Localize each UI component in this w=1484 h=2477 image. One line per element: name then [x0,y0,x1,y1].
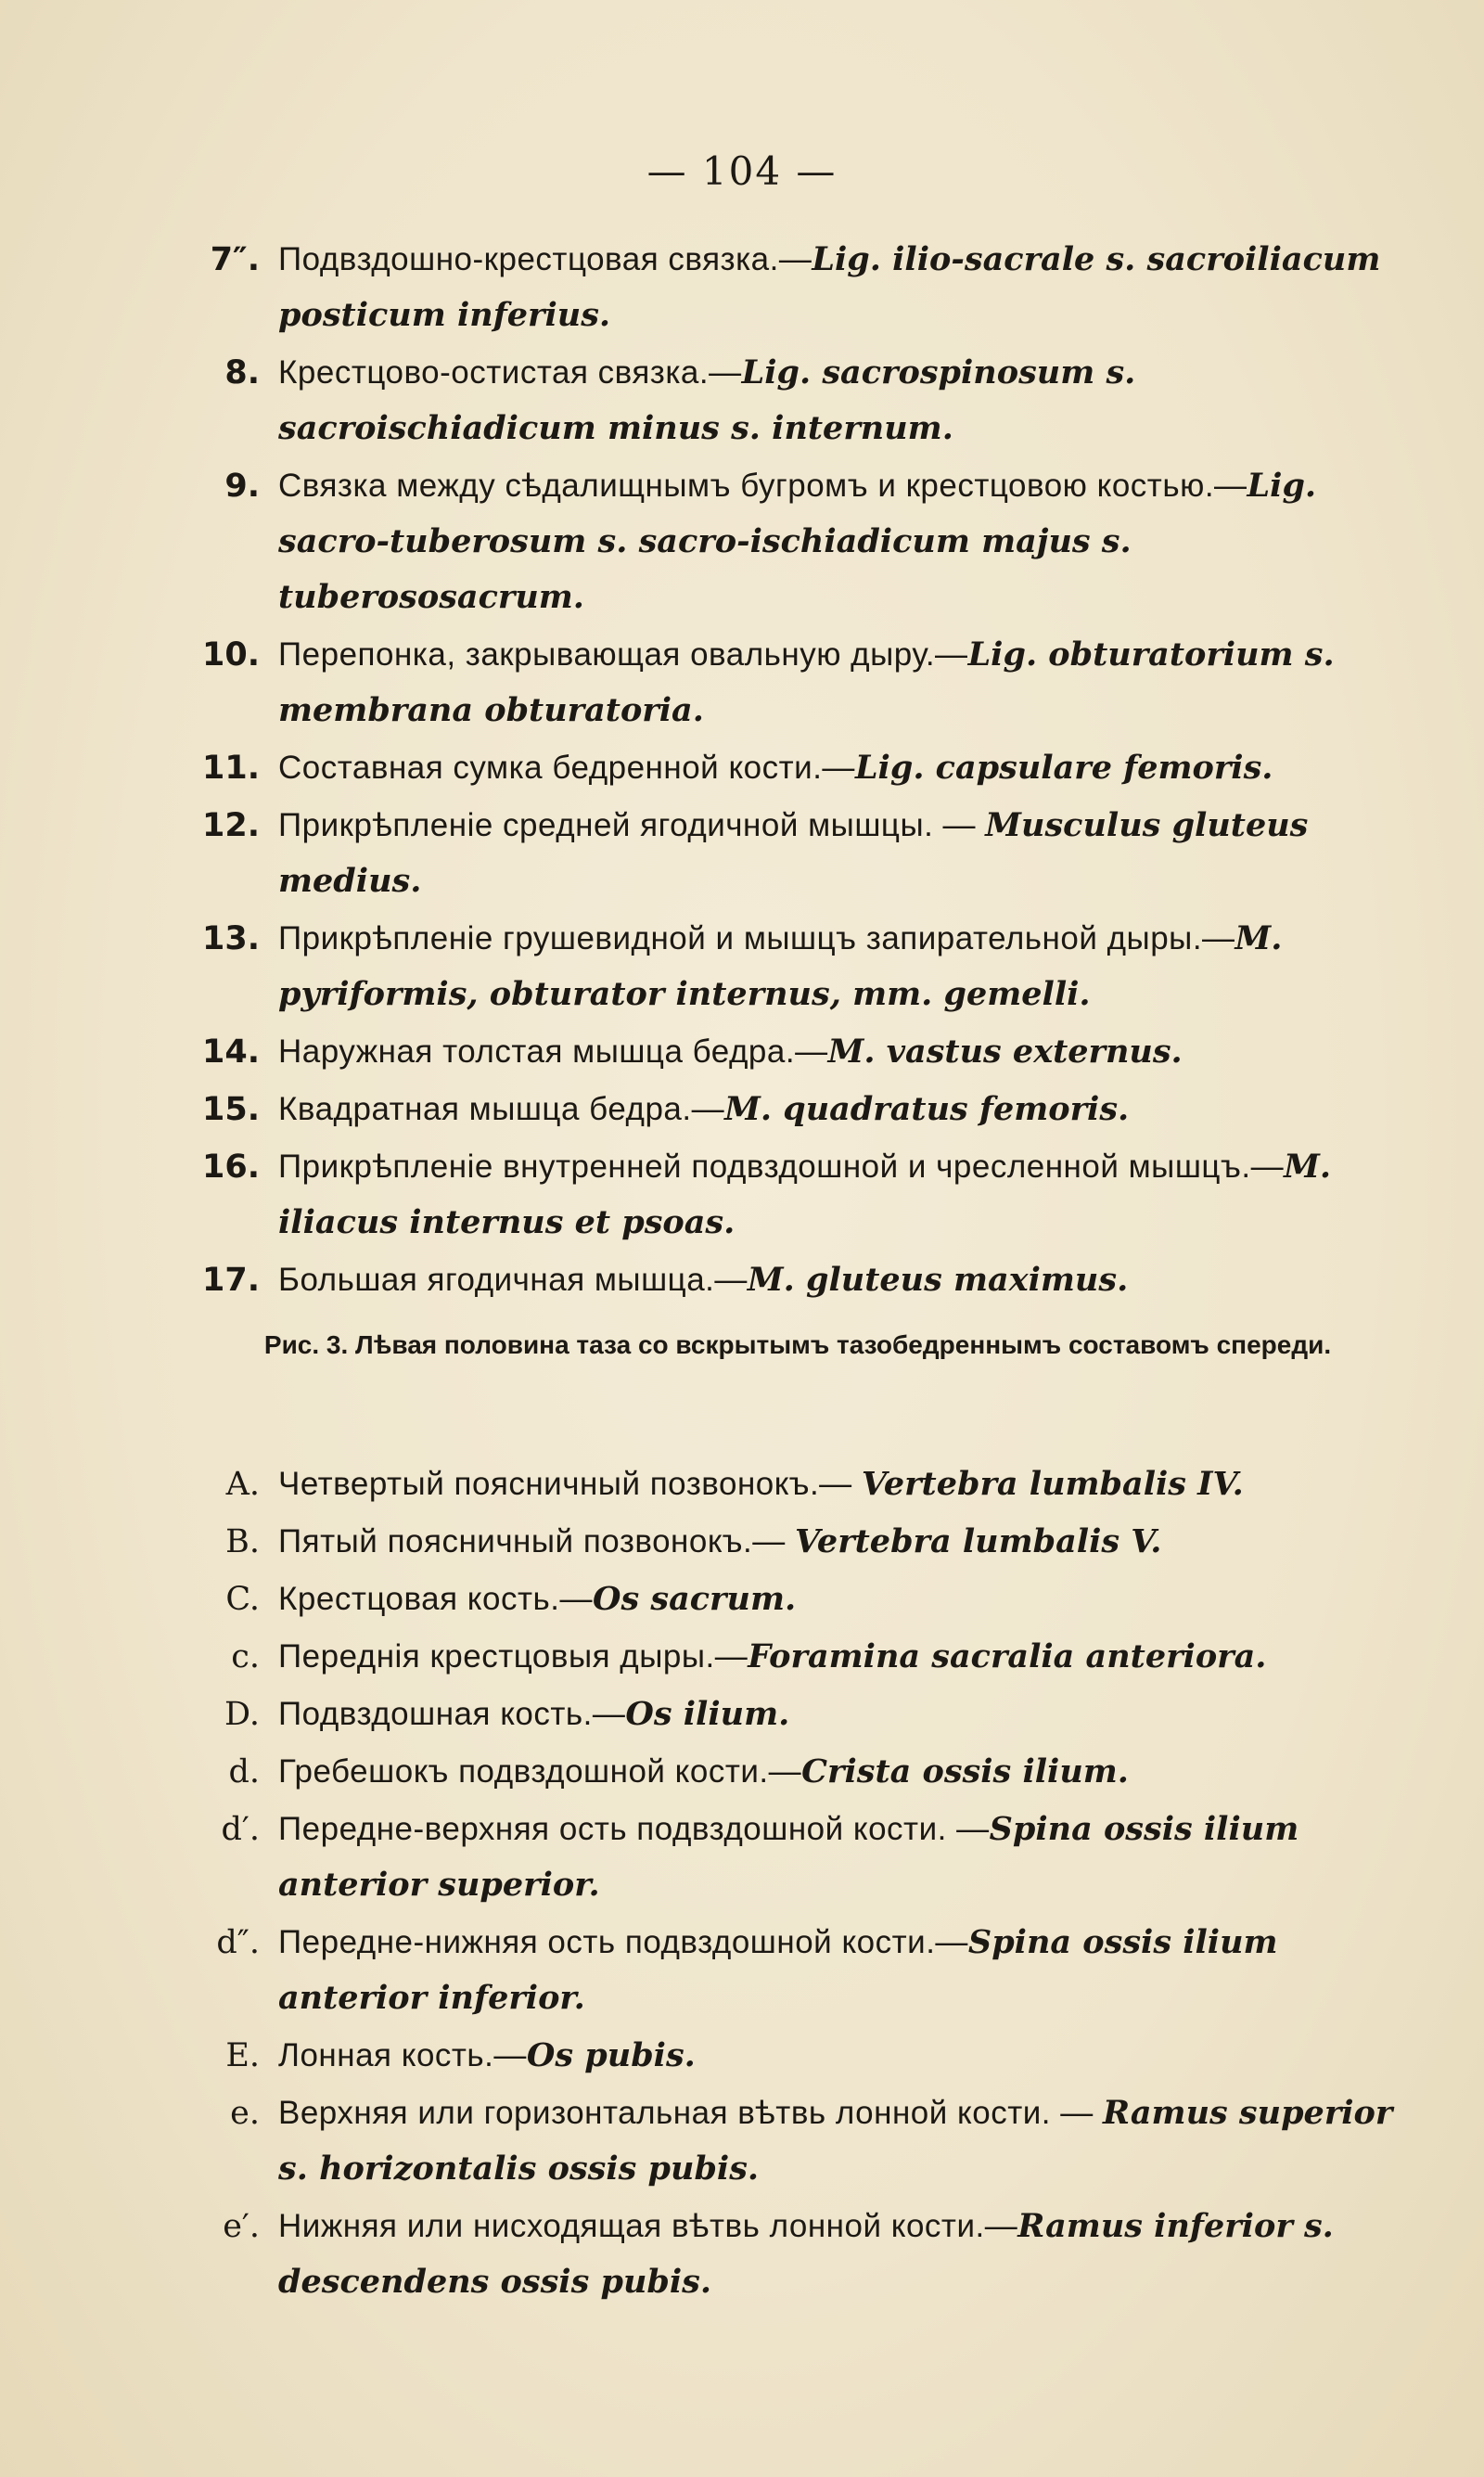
russian-term: Перепонка, закрывающая овальную дыру.— [278,636,968,673]
legend-item-number: d′. [221,1811,260,1848]
legend-item [186,627,1401,738]
latin-term: Lig. sacro-tuberosum s. sacro-ischiadicum majus s. tuberososacrum. [278,467,1317,616]
legend-item-text [278,1082,1401,1137]
legend-item-text [278,798,1401,909]
legend-item [186,1024,1401,1080]
latin-term: Os ilium. [625,1695,790,1733]
legend-item-text [278,2199,1401,2310]
legend-item [186,1082,1401,1137]
legend-item [186,232,1401,343]
legend-item [186,911,1401,1022]
russian-term: Наружная толстая мышца бедра.— [278,1033,828,1070]
legend-item-text [278,627,1401,738]
russian-term: Подвздошно-крестцовая связка.— [278,241,812,277]
russian-term: Четвертый поясничный позвонокъ.— [278,1466,862,1502]
latin-term: Spina ossis ilium anterior inferior. [278,1923,1278,2017]
latin-term: Ramus superior s. horizontalis ossis pubis. [278,2094,1393,2188]
latin-term: M. vastus externus. [827,1033,1183,1071]
legend-item [186,1252,1401,1308]
legend-item-number: B. [225,1523,260,1560]
legend-item [186,1572,1401,1627]
latin-term: M. iliacus internus et psoas. [278,1148,1332,1241]
russian-term: Прикрѣпленіе внутренней подвздошной и чресленной мышцъ.— [278,1149,1285,1185]
russian-term: Нижняя или нисходящая вѣтвь лонной кости.— [278,2208,1018,2244]
legend-item [186,458,1401,625]
latin-term: Os sacrum. [592,1580,797,1618]
russian-term: Передне-верхняя ость подвздошной кости. — [278,1811,990,1847]
russian-term: Связка между сѣдалищнымъ бугромъ и крестцовою костью.— [278,468,1247,504]
russian-term: Квадратная мышца бедра.— [278,1091,725,1127]
legend-item-text [278,1457,1401,1512]
russian-term: Большая ягодичная мышца.— [278,1262,748,1298]
legend-item-number: C. [225,1581,260,1618]
russian-term: Передне-нижняя ость подвздошной кости.— [278,1924,968,1960]
legend-item-text [278,458,1401,625]
legend-item-text [278,1514,1401,1570]
legend-item-text [278,1802,1401,1913]
russian-term: Верхняя или горизонтальная вѣтвь лонной кости. — [278,2095,1103,2131]
legend-item-number: 9. [224,468,260,505]
legend-item-number: 8. [224,354,260,391]
legend-item-number: e′. [223,2208,260,2245]
legend-item-text [278,345,1401,456]
legend-item-text [278,1572,1401,1627]
legend-item [186,1629,1401,1685]
latin-term: M. pyriformis, obturator internus, mm. gemelli. [278,919,1283,1013]
legend-item [186,1139,1401,1251]
legend-item-number: 14. [201,1033,260,1071]
legend-item-text [278,232,1401,343]
latin-term: Spina ossis ilium anterior superior. [278,1810,1299,1904]
legend-item-text [278,1744,1401,1800]
legend-item-number: 12. [201,807,260,844]
latin-term: Lig. sacrospinosum s. sacroischiadicum minus s. internum. [278,353,1136,447]
legend-item-text [278,1915,1401,2026]
legend-item-number: 13. [201,920,260,957]
latin-term: M. gluteus maximus. [747,1261,1129,1299]
legend-item [186,2199,1401,2310]
legend-item-number: A. [225,1466,260,1503]
legend-item [186,2028,1401,2084]
legend-item-text [278,1252,1401,1308]
legend-item-number: 15. [201,1091,260,1128]
legend-item-text [278,1139,1401,1251]
latin-term: Foramina sacralia anteriora. [748,1637,1267,1675]
legend-item-number: 11. [201,750,260,787]
latin-term: Vertebra lumbalis V. [794,1522,1162,1560]
legend-item-number: c. [231,1638,260,1675]
legend-item [186,1915,1401,2026]
legend-item-text [278,1024,1401,1080]
figure-caption: Рис. 3. Лѣвая половина таза со вскрытымъ тазобедреннымъ составомъ спереди. [263,1330,1332,1359]
latin-term: Lig. capsulare femoris. [854,749,1273,787]
legend-item-number: e. [230,2095,260,2132]
russian-term: Подвздошная кость.— [278,1696,626,1732]
legend-item-number: 16. [201,1149,260,1186]
legend-item-number: 10. [201,636,260,674]
latin-term: Os pubis. [526,2036,696,2074]
russian-term: Прикрѣпленіе грушевидной и мышцъ запирательной дыры.— [278,920,1235,956]
latin-term: Ramus inferior s. descendens ossis pubis. [278,2207,1334,2301]
legend-item [186,1514,1401,1570]
legend-item [186,1802,1401,1913]
legend-item [186,1457,1401,1512]
legend-list-top [186,232,1401,1310]
latin-term: Lig. ilio-sacrale s. sacroiliacum posticum inferius. [278,240,1381,334]
legend-item [186,1687,1401,1742]
legend-item [186,2086,1401,2197]
legend-item [186,1744,1401,1800]
legend-item-number: d″. [216,1924,260,1961]
page-number: — 104 — [646,148,838,194]
latin-term: M. quadratus femoris. [724,1090,1130,1128]
legend-item-number: 7″. [210,241,260,278]
legend-item-number: d. [228,1753,260,1790]
latin-term: Vertebra lumbalis IV. [861,1465,1244,1503]
legend-item-text [278,1629,1401,1685]
legend-item-number: D. [224,1696,260,1733]
russian-term: Гребешокъ подвздошной кости.— [278,1753,802,1790]
legend-list-bottom [186,1457,1401,2312]
legend-item-number: E. [225,2037,260,2074]
legend-item-text [278,1687,1401,1742]
russian-term: Составная сумка бедренной кости.— [278,750,855,786]
legend-item [186,740,1401,796]
legend-item [186,798,1401,909]
legend-item-text [278,2028,1401,2084]
russian-term: Крестцовая кость.— [278,1581,593,1617]
russian-term: Переднія крестцовыя дыры.— [278,1638,748,1675]
latin-term: Musculus gluteus medius. [278,806,1309,900]
russian-term: Прикрѣпленіе средней ягодичной мышцы. — [278,807,986,843]
legend-item-number: 17. [201,1262,260,1299]
russian-term: Лонная кость.— [278,2037,527,2073]
legend-item [186,345,1401,456]
legend-item-text [278,740,1401,796]
legend-item-text [278,2086,1401,2197]
latin-term: Crista ossis ilium. [801,1752,1129,1790]
legend-item-text [278,911,1401,1022]
russian-term: Пятый поясничный позвонокъ.— [278,1523,795,1559]
latin-term: Lig. obturatorium s. membrana obturatoria. [278,635,1335,729]
russian-term: Крестцово-остистая связка.— [278,354,742,391]
